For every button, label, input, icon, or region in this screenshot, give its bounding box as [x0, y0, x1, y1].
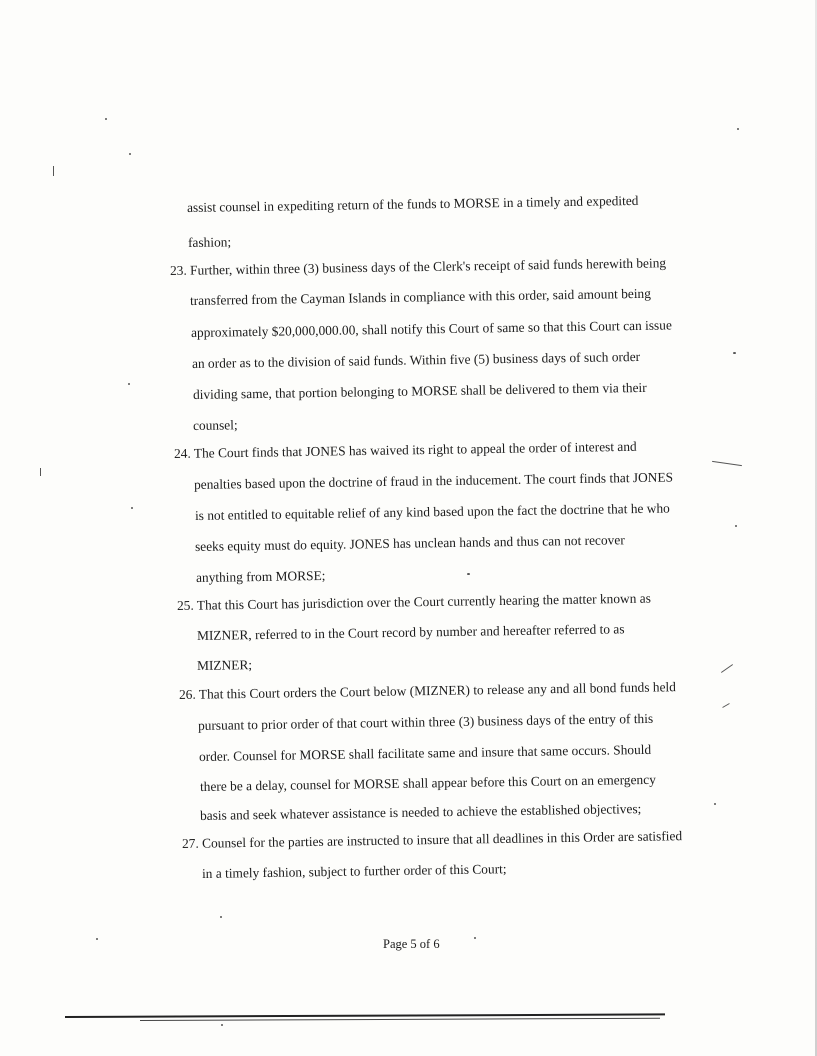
scan-speck	[733, 352, 736, 354]
scan-speck	[53, 166, 54, 176]
text-line: seeks equity must do equity. JONES has unclean hands and thus can not recover	[194, 532, 625, 554]
list-item-25: 25. That this Court has jurisdiction over the Court currently hearing the matter known as	[176, 590, 651, 613]
text-line: an order as to the division of said funds. Within five (5) business days of such order	[191, 348, 641, 371]
text-line: transferred from the Cayman Islands in compliance with this order, said amount being	[189, 285, 652, 308]
scan-speck	[467, 573, 470, 575]
scan-speck	[714, 803, 716, 805]
list-item-24: 24. The Court finds that JONES has waived its right to appeal the order of interest and	[173, 438, 637, 461]
text-line: order. Counsel for MORSE shall facilitate same and insure that same occurs. Should	[198, 741, 652, 764]
list-item-23: 23. Further, within three (3) business days of the Clerk's receipt of said funds herewith being	[169, 255, 667, 278]
scan-speck	[722, 703, 729, 708]
text-line: pursuant to prior order of that court within three (3) business days of the entry of this	[197, 710, 654, 733]
text-line: dividing same, that portion belonging to MORSE shall be delivered to them via their	[192, 379, 647, 402]
scan-speck	[129, 153, 131, 155]
bottom-rule-secondary	[140, 1018, 660, 1021]
text-line: counsel;	[192, 417, 238, 433]
scan-speck	[735, 525, 737, 527]
list-item-26: 26. That this Court orders the Court below (MIZNER) to release any and all bond funds held	[178, 679, 677, 702]
text-line: approximately $20,000,000.00, shall notify this Court of same so that this Court can issue	[190, 317, 672, 340]
text-line: basis and seek whatever assistance is needed to achieve the established objectives;	[199, 801, 642, 823]
text-line: fashion;	[187, 234, 232, 250]
text-line: in a timely fashion, subject to further order of this Court;	[201, 861, 507, 881]
text-line: anything from MORSE;	[195, 567, 326, 585]
scan-speck	[737, 128, 739, 130]
text-line: there be a delay, counsel for MORSE shall appear before this Court on an emergency	[199, 771, 656, 794]
scan-speck	[474, 937, 476, 939]
text-line: assist counsel in expediting return of the funds to MORSE in a timely and expedited	[186, 192, 639, 215]
text-line: is not entitled to equitable relief of any kind based upon the fact the doctrine that he who	[194, 500, 670, 523]
scan-speck	[128, 383, 130, 385]
scan-speck	[105, 118, 107, 120]
scan-speck	[131, 507, 133, 509]
scan-speck	[721, 664, 733, 673]
scan-speck	[40, 468, 41, 476]
text-line: MIZNER, referred to in the Court record by number and hereafter referred to as	[196, 621, 625, 643]
scan-speck	[220, 916, 222, 918]
scan-speck	[712, 461, 742, 466]
page-footer: Page 5 of 6	[383, 937, 440, 951]
text-line: penalties based upon the doctrine of fraud in the inducement. The court finds that JONES	[193, 469, 674, 492]
scan-speck	[96, 938, 98, 940]
text-line: MIZNER;	[196, 657, 253, 673]
scan-speck	[221, 1024, 223, 1026]
list-item-27: 27. Counsel for the parties are instructed to insure that all deadlines in this Order are satisfied	[181, 828, 683, 851]
